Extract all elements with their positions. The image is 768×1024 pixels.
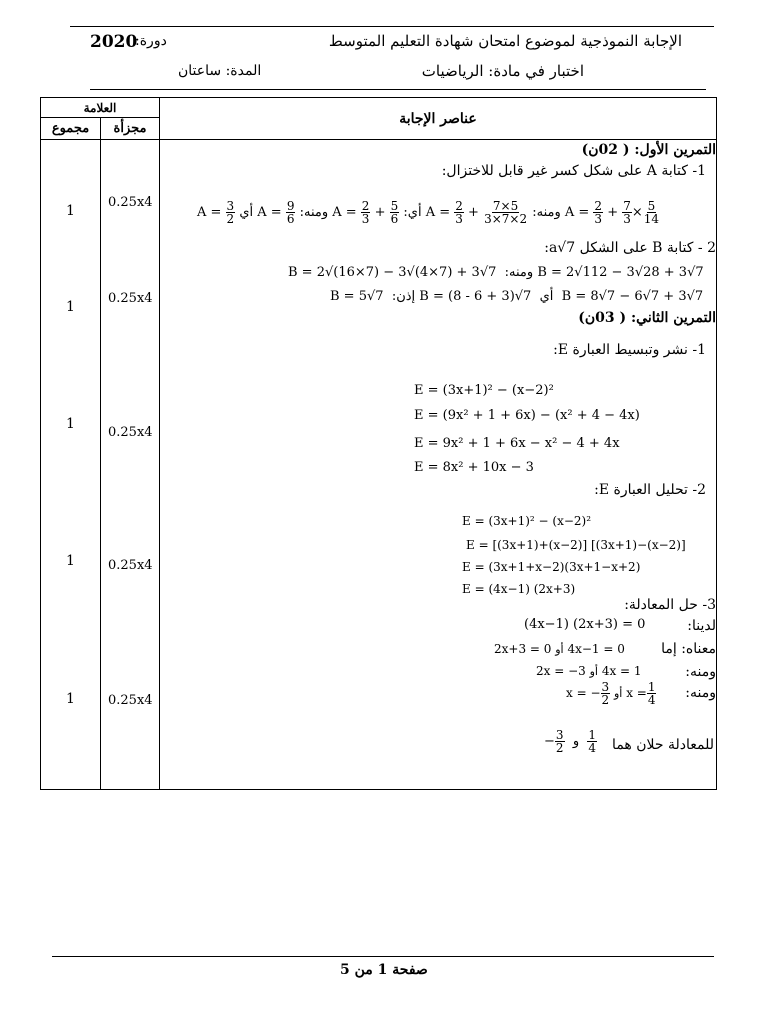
expand-line-3: E = 9x² + 1 + 6x − x² − 4 + 4x bbox=[414, 436, 620, 451]
page-number: صفحة 1 من 5 bbox=[340, 962, 428, 978]
exercise-2-title: التمرين الثاني: ( 03ن) bbox=[578, 310, 716, 326]
factor-line-4: E = (4x−1) (2x+3) bbox=[462, 582, 576, 596]
exercise-1-title: التمرين الأول: ( 02ن) bbox=[581, 142, 716, 158]
grade-header: العلامة bbox=[41, 98, 160, 118]
header-rule bbox=[90, 89, 706, 90]
q3-ladayna: لدينا: bbox=[687, 618, 716, 634]
q3-wa-1: ومنه: bbox=[685, 664, 716, 680]
q3-solutions: − $\frac{3}{2}$ و $\frac{1}{4}$ bbox=[544, 728, 596, 755]
exercise-2-q1: 1- نشر وتبسيط العبارة E: bbox=[553, 342, 706, 358]
subject-line: اختبار في مادة: الرياضيات bbox=[421, 62, 584, 80]
exercise-2-q2: 2- تحليل العبارة E: bbox=[594, 482, 706, 498]
score-partial-1: 0.25x4 bbox=[108, 195, 153, 210]
session-label: دورة: bbox=[135, 33, 167, 49]
exercise-1-b-line-1: B = 2√(16×7) − 3√(4×7) + 3√7 ومنه: B = 2√112 − 3√28 + 3√7 bbox=[288, 265, 704, 280]
exercise-1-fraction-line: A = $\frac{3}{2}$ أي A = $\frac{9}{6}$ ومنه: A = $\frac{2}{3}$ + $\frac{5}{6}$ أي: A = $\frac{2}{3}$ + $\frac{7\times 5}{3\times 7\times 2}$ ومنه: A = $\frac{2}{3}$ + $\frac{7}{3}$ × $\frac{5}{14}$ bbox=[197, 199, 660, 226]
partial-header: مجزأة bbox=[101, 118, 160, 140]
score-total-2: 1 bbox=[66, 299, 75, 315]
q3-line-1: 2x+3 = 0 أو 4x−1 = 0 bbox=[494, 642, 625, 656]
footer-rule bbox=[52, 956, 714, 957]
total-header: مجموع bbox=[41, 118, 101, 140]
score-total-5: 1 bbox=[66, 691, 75, 707]
score-partial-3: 0.25x4 bbox=[108, 425, 153, 440]
q3-line-2: 2x = −3 أو 4x = 1 bbox=[536, 664, 642, 678]
score-partial-4: 0.25x4 bbox=[108, 558, 153, 573]
q3-conclusion: للمعادلة حلان هما bbox=[612, 737, 714, 753]
exercise-2-q3: 3- حل المعادلة: bbox=[624, 597, 716, 613]
exercise-1-q1: 1- كتابة A على شكل كسر غير قابل للاختزال: bbox=[441, 163, 706, 179]
session-year: 2020 bbox=[90, 32, 138, 52]
factor-line-1: E = (3x+1)² − (x−2)² bbox=[462, 514, 592, 528]
score-partial-5: 0.25x4 bbox=[108, 693, 153, 708]
answer-header: عناصر الإجابة bbox=[160, 98, 717, 140]
q3-equation: (4x−1) (2x+3) = 0 bbox=[524, 617, 646, 632]
score-total-1: 1 bbox=[66, 203, 75, 219]
expand-line-2: E = (9x² + 1 + 6x) − (x² + 4 − 4x) bbox=[414, 408, 640, 423]
partial-column bbox=[101, 140, 160, 790]
expand-line-4: E = 8x² + 10x − 3 bbox=[414, 460, 534, 475]
q3-line-3: x = − $\frac{3}{2}$ أو x = $\frac{1}{4}$ bbox=[566, 680, 656, 707]
factor-line-2: E = [(3x+1)+(x−2)] [(3x+1)−(x−2)] bbox=[466, 538, 686, 552]
q3-wa-2: ومنه: bbox=[685, 685, 716, 701]
score-partial-2: 0.25x4 bbox=[108, 291, 153, 306]
factor-line-3: E = (3x+1+x−2)(3x+1−x+2) bbox=[462, 560, 641, 574]
top-rule bbox=[70, 26, 714, 27]
expand-line-1: E = (3x+1)² − (x−2)² bbox=[414, 383, 554, 398]
q3-maanah: معناه: إما bbox=[661, 641, 716, 657]
score-total-4: 1 bbox=[66, 553, 75, 569]
score-total-3: 1 bbox=[66, 416, 75, 432]
exercise-1-q2: 2 - كتابة B على الشكل a√7: bbox=[544, 240, 716, 256]
duration: المدة: ساعتان bbox=[178, 63, 262, 79]
exercise-1-b-line-2: B = 5√7 إذن: B = (8 - 6 + 3)√7 أي B = 8√7 − 6√7 + 3√7 bbox=[330, 289, 704, 304]
document-title: الإجابة النموذجية لموضوع امتحان شهادة التعليم المتوسط bbox=[328, 32, 682, 50]
